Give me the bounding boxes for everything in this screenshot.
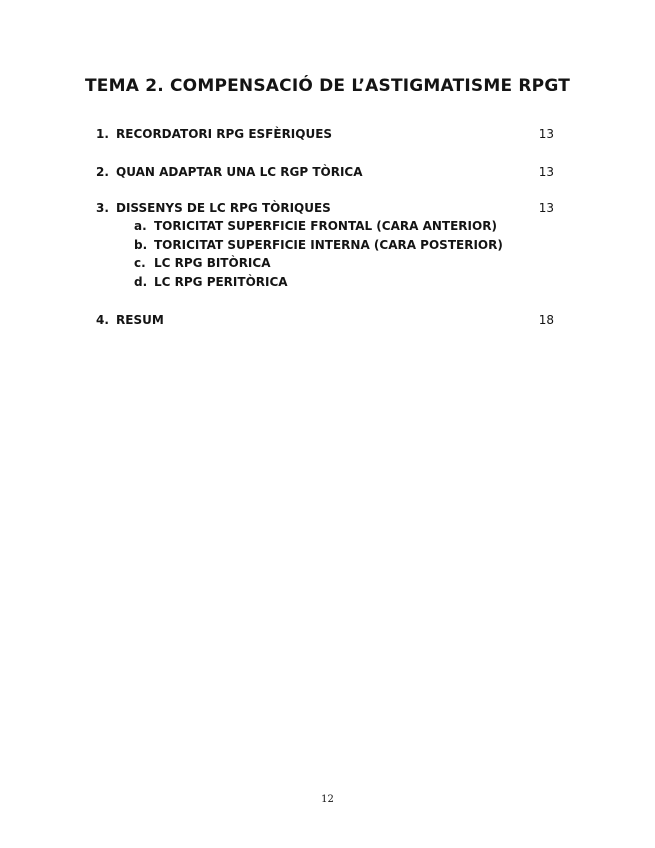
toc-entry-label: RECORDATORI RPG ESFÈRIQUES (116, 127, 333, 141)
toc-entry-page: 13 (538, 165, 554, 179)
toc-subitem-label: TORICITAT SUPERFICIE FRONTAL (CARA ANTERIOR) (154, 219, 497, 233)
toc-subitem-c (96, 254, 554, 273)
toc-row (96, 125, 554, 143)
toc-entry-label: RESUM (116, 313, 164, 327)
toc-subitem-a (96, 217, 554, 236)
toc-entry-number: 2. (96, 165, 109, 179)
toc-subitem-letter: a. (134, 219, 147, 233)
toc-entry-page: 18 (538, 313, 554, 327)
toc-entry-4 (96, 311, 554, 329)
toc-entry-number: 3. (96, 201, 109, 215)
toc-subitem-label: LC RPG BITÒRICA (154, 256, 271, 270)
toc-subitem-list (96, 217, 554, 291)
toc-entry-3 (96, 199, 554, 291)
toc-entry-number: 4. (96, 313, 109, 327)
toc-subitem-d (96, 273, 554, 292)
toc-entry-number: 1. (96, 127, 109, 141)
toc-subitem-b (96, 236, 554, 255)
toc-subitem-label: TORICITAT SUPERFICIE INTERNA (CARA POSTERIOR) (154, 237, 503, 252)
toc-entry-label: QUAN ADAPTAR UNA LC RGP TÒRICA (116, 165, 363, 179)
toc-row (96, 199, 554, 217)
toc-entry-page: 13 (538, 201, 554, 215)
toc-row (96, 311, 554, 329)
page-number: 12 (321, 794, 334, 805)
toc-entry-page: 13 (538, 127, 554, 141)
toc-subitem-label: LC RPG PERITÒRICA (154, 274, 288, 289)
toc-entry-2 (96, 163, 554, 181)
toc-subitem-letter: b. (134, 237, 148, 252)
toc-entry-label: DISSENYS DE LC RPG TÒRIQUES (116, 201, 331, 215)
toc-subitem-letter: d. (134, 274, 148, 289)
page-title: TEMA 2. COMPENSACIÓ DE L’ASTIGMATISME RPGT (85, 76, 570, 96)
toc-row (96, 163, 554, 181)
toc-subitem-letter: c. (134, 256, 146, 270)
toc-entry-1 (96, 125, 554, 143)
